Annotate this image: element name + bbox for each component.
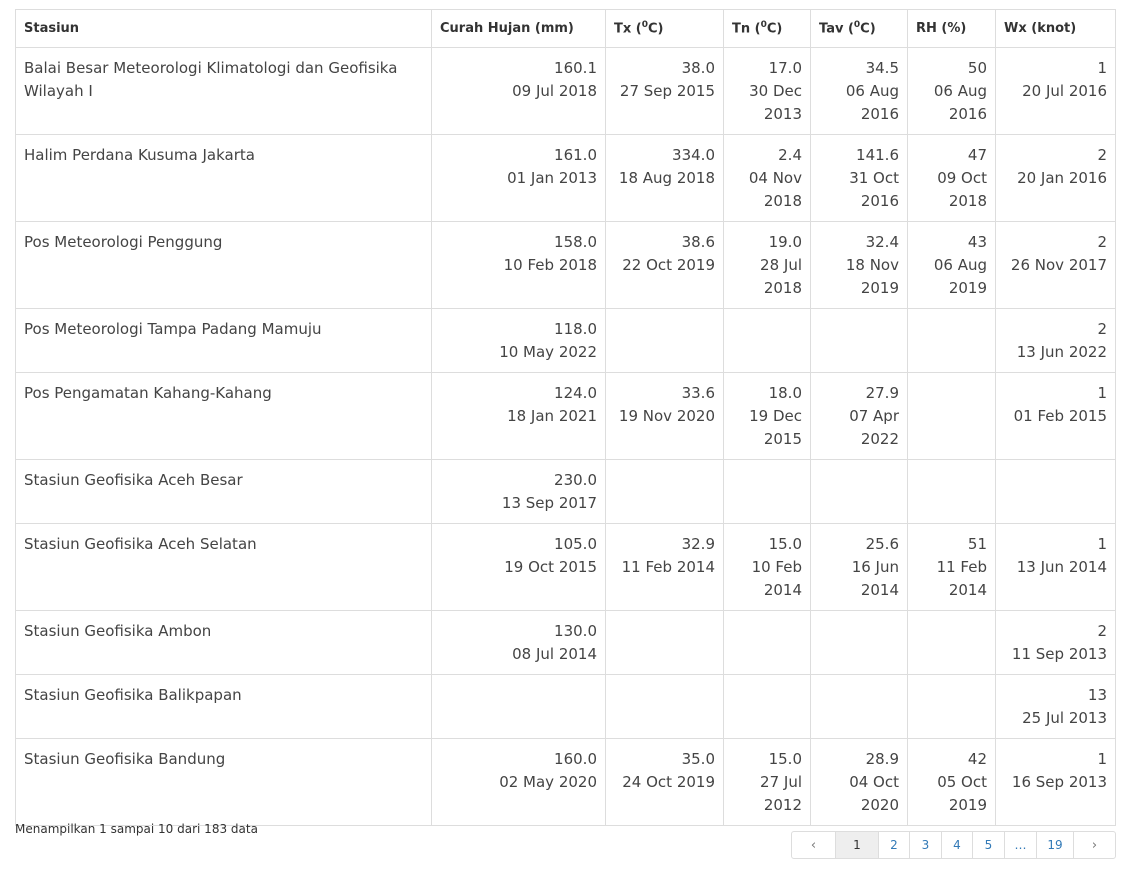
wx-date: 16 Sep 2013 — [1011, 773, 1107, 791]
wx-value: 1 — [1097, 750, 1107, 768]
column-header-stasiun[interactable] — [16, 10, 432, 48]
tn-cell — [724, 309, 811, 373]
column-header-wx[interactable] — [996, 10, 1116, 48]
station-name-cell: Stasiun Geofisika Aceh Selatan — [16, 524, 432, 611]
tx-cell — [606, 675, 724, 739]
tn-value: 19.0 — [768, 233, 802, 251]
rh-cell — [908, 222, 996, 309]
table-row — [16, 524, 1116, 611]
wx-cell — [996, 611, 1116, 675]
rain-value: 118.0 — [554, 320, 597, 338]
tav-date: 06 Aug 2016 — [845, 82, 899, 123]
column-header-label: RH (%) — [916, 21, 967, 36]
tx-cell — [606, 48, 724, 135]
column-header-tn[interactable] — [724, 10, 811, 48]
wx-value: 2 — [1097, 320, 1107, 338]
tx-cell — [606, 611, 724, 675]
rain-value: 105.0 — [554, 535, 597, 553]
rain-value: 230.0 — [554, 471, 597, 489]
degree-superscript: 0 — [641, 20, 648, 31]
tav-value: 32.4 — [865, 233, 899, 251]
tx-value: 334.0 — [672, 146, 715, 164]
rain-cell — [432, 739, 606, 826]
rain-value: 158.0 — [554, 233, 597, 251]
tn-date: 30 Dec 2013 — [749, 82, 802, 123]
wx-value: 13 — [1087, 686, 1107, 704]
tav-value: 34.5 — [865, 59, 899, 77]
rain-date: 18 Jan 2021 — [507, 407, 597, 425]
column-header-label: Tav ( — [819, 21, 854, 37]
rh-date: 09 Oct 2018 — [937, 169, 987, 210]
tn-value: 18.0 — [768, 384, 802, 402]
wx-cell — [996, 309, 1116, 373]
rain-date: 10 Feb 2018 — [503, 256, 597, 274]
rh-cell — [908, 48, 996, 135]
rain-value: 130.0 — [554, 622, 597, 640]
rain-date: 10 May 2022 — [499, 343, 597, 361]
rh-value: 50 — [967, 59, 987, 77]
wx-cell — [996, 739, 1116, 826]
tav-cell — [811, 135, 908, 222]
rh-cell — [908, 135, 996, 222]
rain-date: 02 May 2020 — [499, 773, 597, 791]
rain-value: 160.0 — [554, 750, 597, 768]
rh-date: 11 Feb 2014 — [936, 558, 987, 599]
pagination-page-19[interactable]: 19 — [1036, 831, 1074, 859]
tn-date: 19 Dec 2015 — [749, 407, 802, 448]
rain-date: 13 Sep 2017 — [501, 494, 597, 512]
pagination-page-5[interactable]: 5 — [972, 831, 1005, 859]
tav-value: 28.9 — [865, 750, 899, 768]
tx-value: 38.6 — [681, 233, 715, 251]
tn-date: 28 Jul 2018 — [760, 256, 802, 297]
wx-date: 13 Jun 2014 — [1016, 558, 1107, 576]
table-row — [16, 222, 1116, 309]
tx-cell — [606, 222, 724, 309]
rain-cell — [432, 460, 606, 524]
rh-cell — [908, 373, 996, 460]
chevron-left-icon: ‹ — [810, 837, 817, 853]
wx-cell — [996, 524, 1116, 611]
tn-value: 15.0 — [768, 535, 802, 553]
station-name-cell: Pos Pengamatan Kahang-Kahang — [16, 373, 432, 460]
tn-date: 10 Feb 2014 — [751, 558, 802, 599]
table-row — [16, 135, 1116, 222]
station-name-cell: Stasiun Geofisika Aceh Besar — [16, 460, 432, 524]
wx-value: 1 — [1097, 535, 1107, 553]
tx-value: 38.0 — [681, 59, 715, 77]
column-header-rh[interactable] — [908, 10, 996, 48]
column-header-curah-hujan[interactable] — [432, 10, 606, 48]
tn-cell — [724, 739, 811, 826]
pagination-page-ellipsis[interactable]: … — [1004, 831, 1037, 859]
tav-cell — [811, 611, 908, 675]
rh-value: 51 — [967, 535, 987, 553]
tav-value: 25.6 — [865, 535, 899, 553]
rh-value: 43 — [967, 233, 987, 251]
tn-cell — [724, 611, 811, 675]
column-header-tx[interactable] — [606, 10, 724, 48]
tx-cell — [606, 460, 724, 524]
rain-date: 08 Jul 2014 — [512, 645, 597, 663]
column-header-label: Tx ( — [614, 21, 642, 37]
tx-date: 11 Feb 2014 — [621, 558, 715, 576]
rh-cell — [908, 309, 996, 373]
table-row — [16, 373, 1116, 460]
tx-value: 35.0 — [681, 750, 715, 768]
tav-date: 31 Oct 2016 — [849, 169, 899, 210]
tn-value: 15.0 — [768, 750, 802, 768]
column-header-label: Tn ( — [732, 21, 761, 37]
wx-cell — [996, 373, 1116, 460]
rh-cell — [908, 460, 996, 524]
tn-cell — [724, 524, 811, 611]
station-name-cell: Stasiun Geofisika Balikpapan — [16, 675, 432, 739]
tav-cell — [811, 524, 908, 611]
rain-cell — [432, 675, 606, 739]
chevron-right-icon: › — [1091, 837, 1098, 853]
wx-date: 26 Nov 2017 — [1010, 256, 1107, 274]
station-name-cell: Stasiun Geofisika Bandung — [16, 739, 432, 826]
column-header-unit: C) — [648, 21, 664, 37]
wx-cell — [996, 675, 1116, 739]
rain-cell — [432, 222, 606, 309]
tav-cell — [811, 48, 908, 135]
column-header-label: Curah Hujan (mm) — [440, 21, 574, 36]
tn-value: 2.4 — [778, 146, 802, 164]
tav-cell — [811, 222, 908, 309]
wx-value: 2 — [1097, 622, 1107, 640]
rh-cell — [908, 611, 996, 675]
station-records-table — [15, 9, 1116, 826]
tn-cell — [724, 222, 811, 309]
column-header-unit: C) — [766, 21, 783, 37]
table-row — [16, 675, 1116, 739]
pagination-next-button[interactable] — [1073, 831, 1116, 859]
wx-date: 20 Jul 2016 — [1022, 82, 1107, 100]
table-body — [16, 48, 1116, 826]
tav-date: 04 Oct 2020 — [849, 773, 899, 814]
tav-date: 18 Nov 2019 — [845, 256, 899, 297]
tn-date: 27 Jul 2012 — [760, 773, 802, 814]
wx-date: 20 Jan 2016 — [1017, 169, 1107, 187]
pagination — [791, 831, 1116, 859]
wx-date: 01 Feb 2015 — [1013, 407, 1107, 425]
rh-date: 06 Aug 2016 — [933, 82, 987, 123]
tav-value: 141.6 — [856, 146, 899, 164]
tn-cell — [724, 373, 811, 460]
column-header-unit: C) — [860, 21, 876, 37]
tn-cell — [724, 48, 811, 135]
tav-cell — [811, 309, 908, 373]
pagination-info: Menampilkan 1 sampai 10 dari 183 data — [15, 822, 258, 836]
wx-cell — [996, 460, 1116, 524]
rh-cell — [908, 739, 996, 826]
rh-cell — [908, 675, 996, 739]
wx-value: 1 — [1097, 59, 1107, 77]
table-row — [16, 309, 1116, 373]
tx-cell — [606, 309, 724, 373]
tx-date: 24 Oct 2019 — [622, 773, 715, 791]
rain-date: 09 Jul 2018 — [512, 82, 597, 100]
pagination-prev-button[interactable] — [791, 831, 836, 859]
table-row — [16, 460, 1116, 524]
tn-date: 04 Nov 2018 — [748, 169, 802, 210]
station-name-cell: Pos Meteorologi Tampa Padang Mamuju — [16, 309, 432, 373]
tx-cell — [606, 739, 724, 826]
station-name-cell: Stasiun Geofisika Ambon — [16, 611, 432, 675]
tn-cell — [724, 135, 811, 222]
rh-value: 47 — [967, 146, 987, 164]
rain-value: 160.1 — [554, 59, 597, 77]
tx-date: 18 Aug 2018 — [618, 169, 715, 187]
wx-value: 2 — [1097, 233, 1107, 251]
table-header — [16, 10, 1116, 48]
degree-superscript: 0 — [853, 20, 861, 31]
wx-value: 2 — [1097, 146, 1107, 164]
degree-superscript: 0 — [760, 20, 767, 31]
station-name-cell: Halim Perdana Kusuma Jakarta — [16, 135, 432, 222]
wx-value: 1 — [1097, 384, 1107, 402]
wx-cell — [996, 222, 1116, 309]
rh-value: 42 — [967, 750, 987, 768]
tx-date: 27 Sep 2015 — [619, 82, 715, 100]
wx-date: 25 Jul 2013 — [1022, 709, 1107, 727]
wx-cell — [996, 135, 1116, 222]
rain-value: 124.0 — [554, 384, 597, 402]
tav-cell — [811, 675, 908, 739]
pagination-page-2[interactable]: 2 — [878, 831, 910, 859]
column-header-tav[interactable] — [811, 10, 908, 48]
rain-value: 161.0 — [554, 146, 597, 164]
tav-date: 16 Jun 2014 — [851, 558, 899, 599]
table-row — [16, 739, 1116, 826]
tav-value: 27.9 — [865, 384, 899, 402]
wx-cell — [996, 48, 1116, 135]
tn-cell — [724, 460, 811, 524]
rain-cell — [432, 524, 606, 611]
table-row — [16, 48, 1116, 135]
header-row — [16, 10, 1116, 48]
tx-value: 32.9 — [681, 535, 715, 553]
station-name-cell: Pos Meteorologi Penggung — [16, 222, 432, 309]
tx-value: 33.6 — [681, 384, 715, 402]
tav-date: 07 Apr 2022 — [849, 407, 899, 448]
tav-cell — [811, 739, 908, 826]
rain-cell — [432, 373, 606, 460]
column-header-label: Wx (knot) — [1004, 21, 1077, 36]
wx-date: 11 Sep 2013 — [1011, 645, 1107, 663]
rain-cell — [432, 611, 606, 675]
tx-cell — [606, 135, 724, 222]
tx-date: 22 Oct 2019 — [622, 256, 715, 274]
pagination-page-4[interactable]: 4 — [941, 831, 973, 859]
tav-cell — [811, 460, 908, 524]
rain-date: 01 Jan 2013 — [507, 169, 597, 187]
rh-date: 06 Aug 2019 — [933, 256, 987, 297]
pagination-page-1[interactable]: 1 — [835, 831, 879, 859]
wx-date: 13 Jun 2022 — [1016, 343, 1107, 361]
data-table-container — [15, 9, 1115, 826]
rain-cell — [432, 309, 606, 373]
tn-value: 17.0 — [768, 59, 802, 77]
station-name-cell: Balai Besar Meteorologi Klimatologi dan Geofisika Wilayah I — [16, 48, 432, 135]
rh-cell — [908, 524, 996, 611]
tn-cell — [724, 675, 811, 739]
tx-cell — [606, 373, 724, 460]
table-row — [16, 611, 1116, 675]
tx-date: 19 Nov 2020 — [618, 407, 715, 425]
pagination-page-3[interactable]: 3 — [909, 831, 942, 859]
rh-date: 05 Oct 2019 — [937, 773, 987, 814]
tav-cell — [811, 373, 908, 460]
column-header-label: Stasiun — [24, 21, 80, 36]
rain-cell — [432, 135, 606, 222]
rain-cell — [432, 48, 606, 135]
tx-cell — [606, 524, 724, 611]
rain-date: 19 Oct 2015 — [504, 558, 597, 576]
